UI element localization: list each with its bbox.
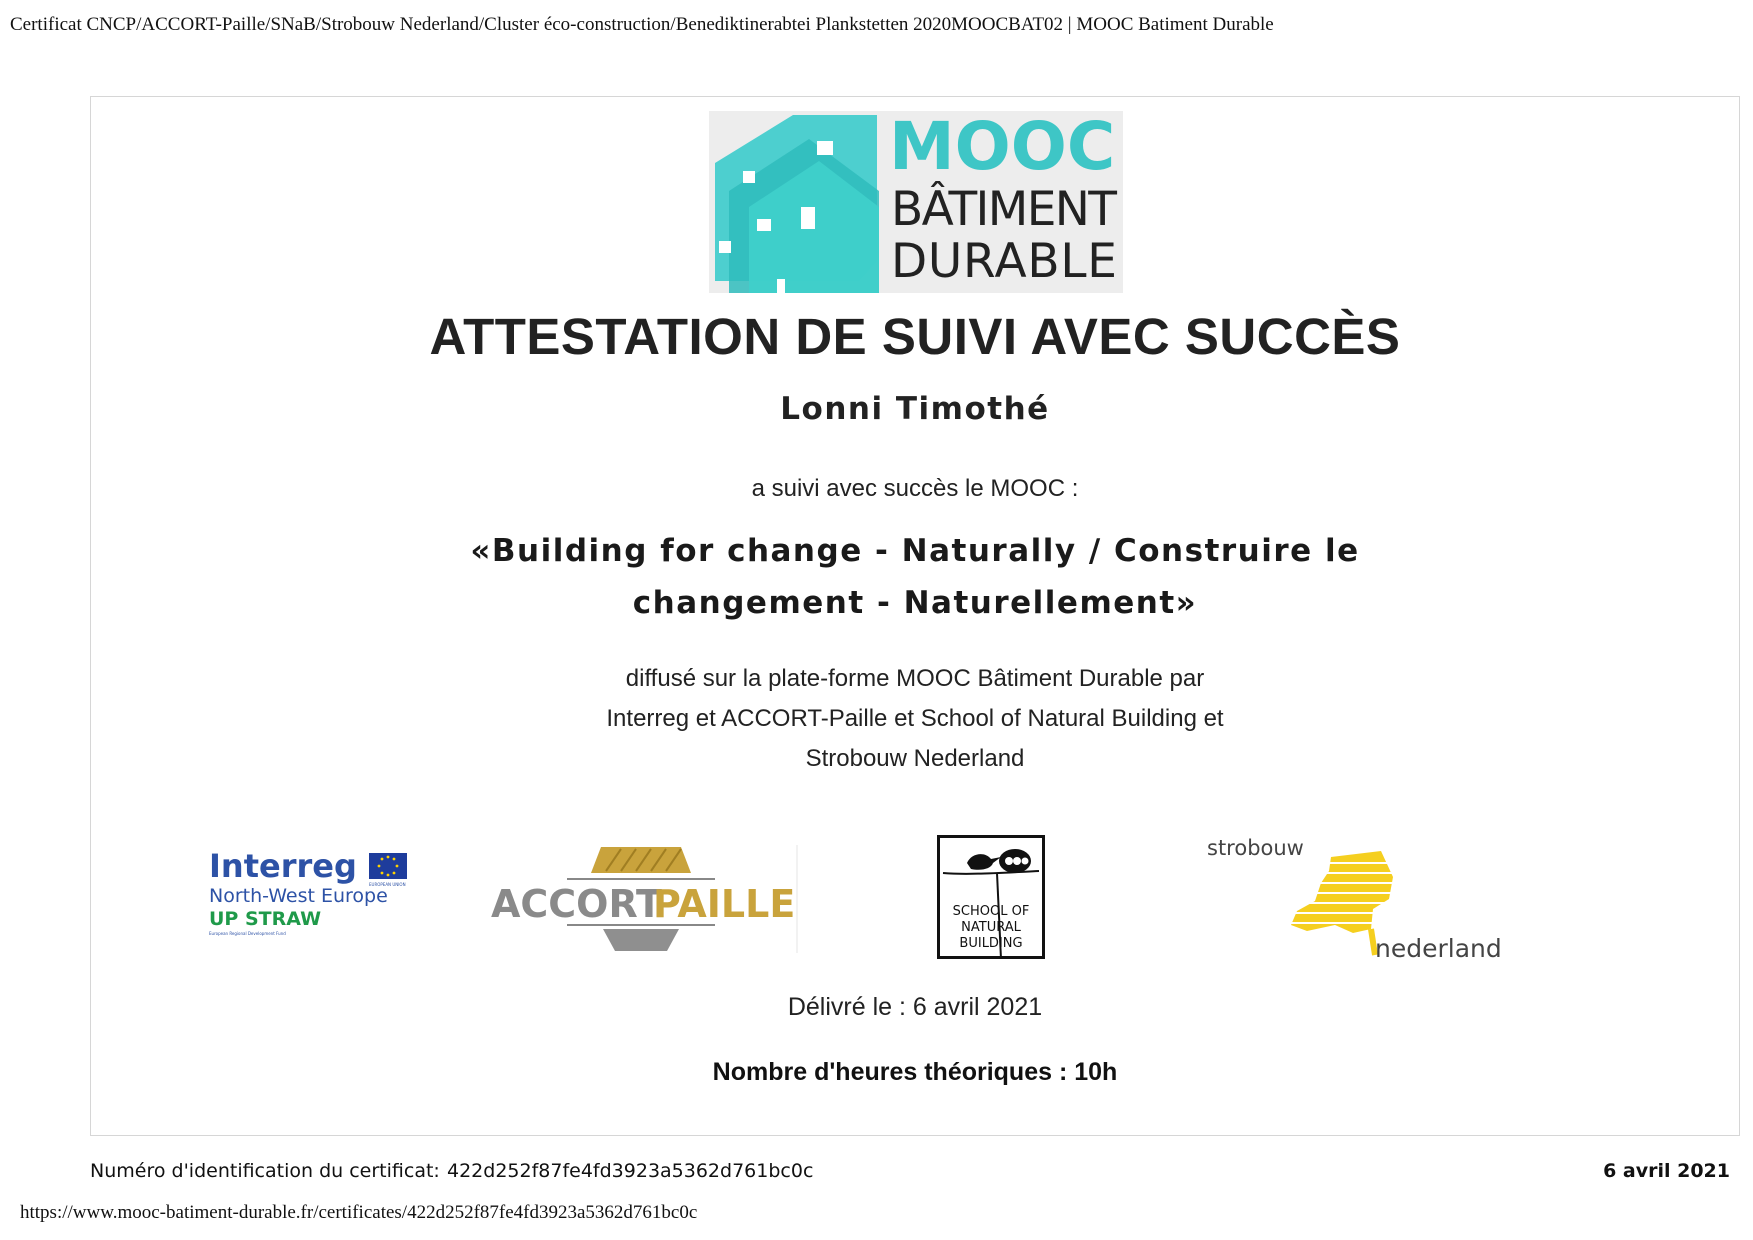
svg-text:ACCORT: ACCORT (491, 882, 662, 926)
recipient-name: Lonni Timothé (780, 391, 1050, 427)
platform-text (91, 659, 1739, 779)
svg-text:DURABLE: DURABLE (891, 234, 1117, 289)
certificate-frame (90, 96, 1740, 1136)
svg-text:EUROPEAN UNION: EUROPEAN UNION (369, 882, 406, 887)
delivery-date: Délivré le : 6 avril 2021 (787, 993, 1043, 1021)
svg-text:UP STRAW: UP STRAW (209, 908, 322, 930)
theoretical-hours: Nombre d'heures théoriques : 10h (712, 1058, 1118, 1086)
footer-date: 6 avril 2021 (1603, 1160, 1730, 1182)
svg-text:North-West Europe: North-West Europe (209, 885, 388, 907)
accort-paille-logo (491, 843, 811, 953)
svg-text:BÂTIMENT: BÂTIMENT (891, 182, 1117, 237)
browser-page-title: Certificat CNCP/ACCORT-Paille/SNaB/Strobouw Nederland/Cluster éco-construction/Benediktinerabtei Plankstetten 2020MOOCBAT02 | MOOC Batiment Durable (10, 14, 1274, 35)
platform-line: diffusé sur la plate-forme MOOC Bâtiment Durable par (625, 665, 1205, 692)
svg-text:strobouw: strobouw (1207, 837, 1304, 860)
svg-text:European Regional Development: European Regional Development Fund (209, 931, 286, 936)
certificate-id-value: 422d252f87fe4fd3923a5362d761bc0c (447, 1160, 814, 1182)
school-of-natural-building-logo (937, 835, 1045, 959)
platform-line: Interreg et ACCORT-Paille et School of Natural Building et (606, 705, 1224, 732)
course-title-line: «Building for change - Naturally / Construire le (470, 533, 1360, 569)
svg-text:Interreg: Interreg (209, 847, 357, 885)
platform-line: Strobouw Nederland (805, 745, 1025, 772)
course-title (91, 525, 1739, 629)
certificate-id-label: Numéro d'identification du certificat: (90, 1160, 440, 1182)
svg-text:NATURAL: NATURAL (961, 920, 1021, 935)
strobouw-nederland-logo (1203, 837, 1503, 967)
intro-text: a suivi avec succès le MOOC : (751, 475, 1079, 502)
svg-text:PAILLE: PAILLE (653, 882, 796, 926)
partner-logos (91, 817, 1739, 967)
svg-text:BUILDING: BUILDING (959, 936, 1023, 951)
svg-text:MOOC: MOOC (889, 111, 1116, 185)
page-url[interactable]: https://www.mooc-batiment-durable.fr/certificates/422d252f87fe4fd3923a5362d761bc0c (20, 1202, 698, 1223)
interreg-logo (209, 847, 409, 937)
course-title-line: changement - Naturellement» (632, 585, 1198, 621)
svg-text:SCHOOL OF: SCHOOL OF (952, 904, 1030, 919)
certificate-title: ATTESTATION DE SUIVI AVEC SUCCÈS (429, 308, 1401, 365)
svg-text:nederland: nederland (1375, 934, 1502, 963)
straw-bale-icon (591, 847, 691, 873)
mooc-batiment-durable-logo (709, 111, 1123, 293)
